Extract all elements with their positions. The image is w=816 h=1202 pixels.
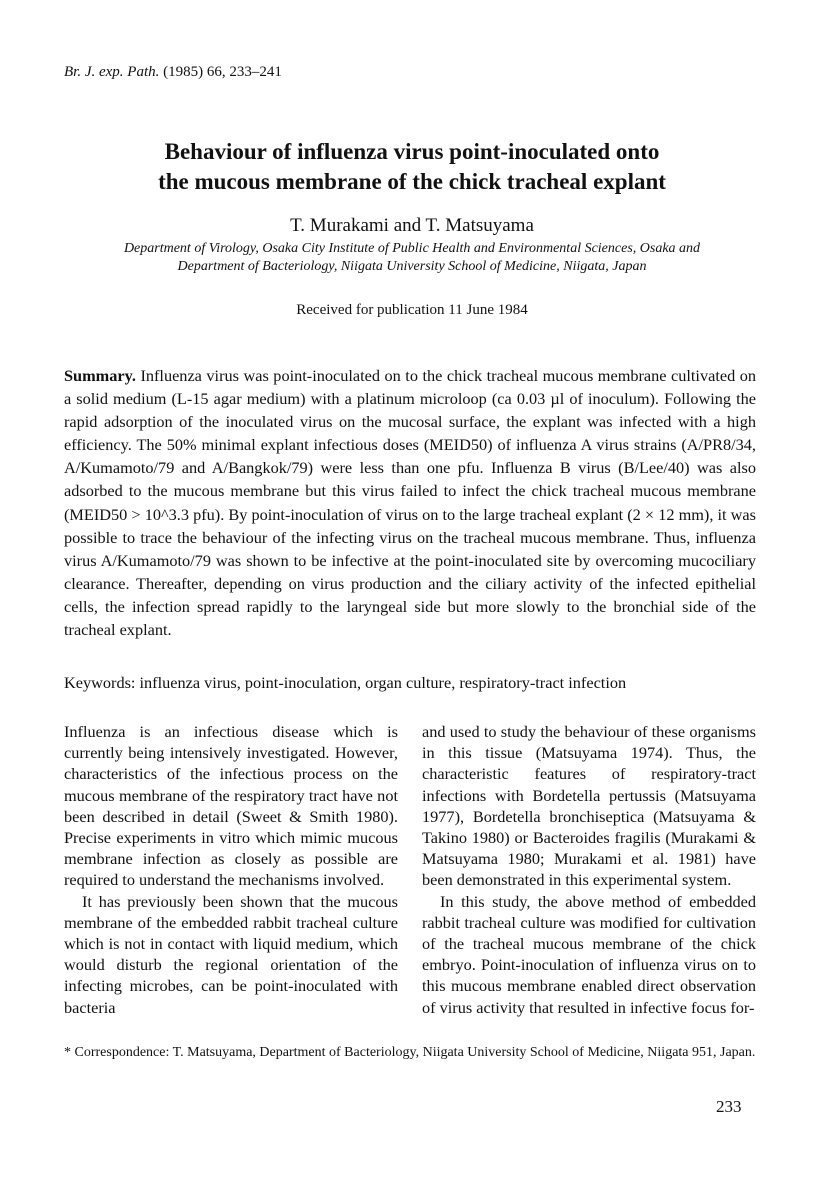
title-line-2: the mucous membrane of the chick tracheal explant	[158, 169, 666, 194]
body-paragraph: In this study, the above method of embedded rabbit tracheal culture was modified for cultivation of the tracheal mucous membrane of the chick embryo. Point-inoculation of influenza virus on to this mucous membrane enabled direct observation of virus activity that resulted in infective focus for-	[422, 891, 756, 1017]
affiliation	[60, 240, 764, 276]
affiliation-line-2: Department of Bacteriology, Niigata University School of Medicine, Niigata, Japan	[177, 259, 647, 274]
body-column-right	[422, 721, 756, 1018]
body-paragraph: Influenza is an infectious disease which is currently being intensively investigated. However, characteristics of the infectious process on the mucous membrane of the respiratory tract have not been described in detail (Sweet & Smith 1980). Precise experiments in vitro which mimic mucous membrane infection as closely as possible are required to understand the mechanisms involved.	[64, 722, 398, 890]
journal-name: Br. J. exp. Path.	[64, 64, 160, 80]
received-date: Received for publication 11 June 1984	[296, 302, 528, 318]
title-line-1: Behaviour of influenza virus point-inoculated onto	[164, 139, 660, 164]
correspondence-footnote: * Correspondence: T. Matsuyama, Department of Bacteriology, Niigata University School of Medicine, Niigata 951, Japan.	[64, 1045, 756, 1060]
journal-volume-pages: (1985) 66, 233–241	[163, 64, 282, 80]
authors: T. Murakami and T. Matsuyama	[290, 215, 534, 236]
affiliation-line-1: Department of Virology, Osaka City Institute of Public Health and Environmental Sciences, Osaka and	[123, 241, 701, 256]
body-column-left	[64, 721, 398, 1018]
article-title	[60, 137, 764, 197]
summary-label: Summary.	[64, 366, 136, 385]
summary-text: Influenza virus was point-inoculated on to the chick tracheal mucous membrane cultivated on a solid medium (L-15 agar medium) with a platinum microloop (ca 0.03 µl of inoculum). Following the rapid adsorption of the inoculated virus on the mucosal surface, the explant was infected with a high efficiency. The 50% minimal explant infectious doses (MEID50) of influenza A virus strains (A/PR8/34, A/Kumamoto/79 and A/Bangkok/79) were less than one pfu. Influenza B virus (B/Lee/40) was also adsorbed to the mucous membrane but this virus failed to infect the chick tracheal mucous membrane (MEID50 > 10^3.3 pfu). By point-inoculation of virus on to the large tracheal explant (2 × 12 mm), it was possible to trace the behaviour of the infecting virus on the tracheal mucous membrane. Thus, influenza virus A/Kumamoto/79 was shown to be infective at the point-inoculated site by overcoming mucociliary clearance. Thereafter, depending on virus production and the ciliary activity of the infected epithelial cells, the infection spread rapidly to the laryngeal side but more slowly to the bronchial side of the tracheal explant.	[64, 366, 756, 640]
summary	[64, 364, 756, 641]
page-number: 233	[716, 1097, 742, 1116]
keywords: Keywords: influenza virus, point-inoculation, organ culture, respiratory-tract infection	[64, 673, 627, 692]
body-paragraph: It has previously been shown that the mucous membrane of the embedded rabbit tracheal culture which is not in contact with liquid medium, which would disturb the regional orientation of the infecting microbes, can be point-inoculated with bacteria	[64, 891, 398, 1017]
journal-citation	[64, 64, 282, 81]
body-paragraph: and used to study the behaviour of these organisms in this tissue (Matsuyama 1974). Thus, the characteristic features of respiratory-tract infections with Bordetella pertussis (Matsuyama 1977), Bordetella bronchiseptica (Matsuyama & Takino 1980) or Bacteroides fragilis (Murakami & Matsuyama 1980; Murakami et al. 1981) have been demonstrated in this experimental system.	[422, 722, 756, 890]
